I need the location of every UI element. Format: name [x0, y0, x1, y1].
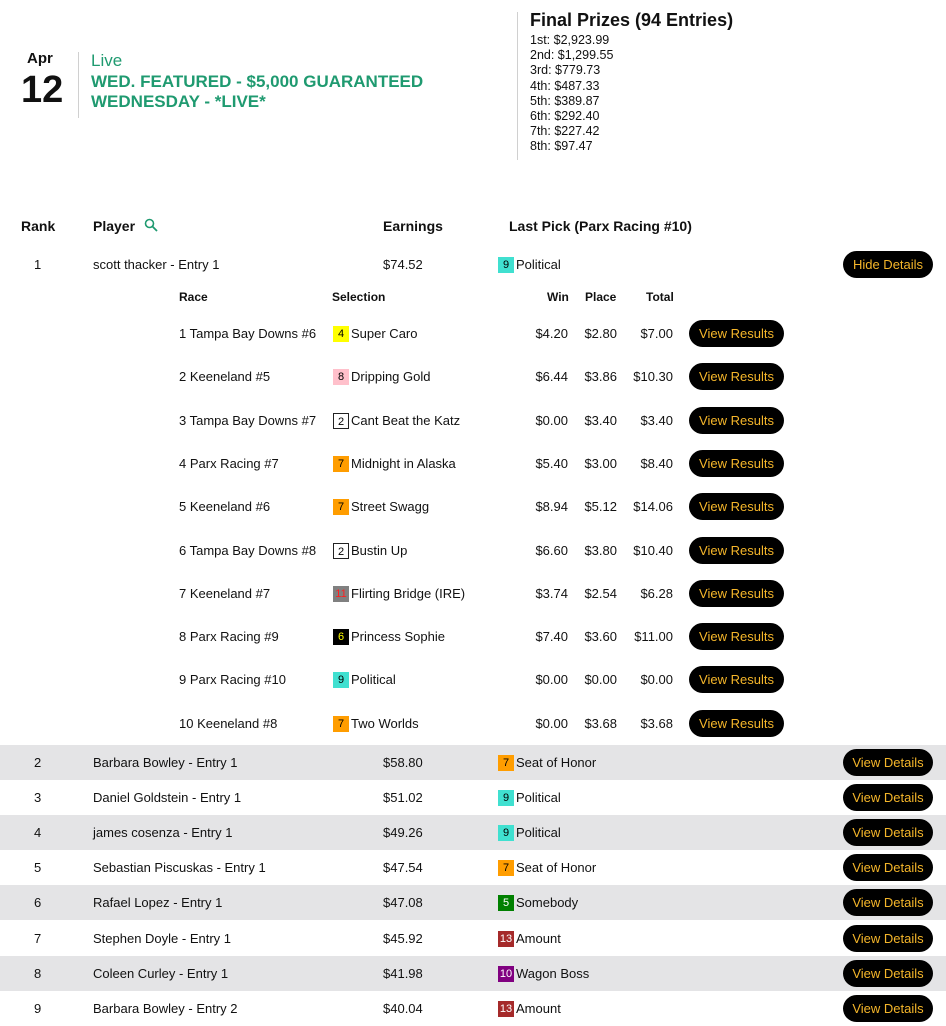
rank-cell: 7: [34, 931, 42, 946]
race-name: 7 Keeneland #7: [179, 586, 271, 601]
last-pick-cell: [498, 247, 561, 282]
total-value: $6.28: [640, 586, 673, 601]
last-pick-cell: [498, 850, 596, 885]
rank-cell: 2: [34, 755, 42, 770]
race-name: 10 Keeneland #8: [179, 716, 278, 731]
post-number-badge: 2: [333, 413, 349, 429]
details-header-selection: Selection: [332, 290, 386, 304]
details-row: [0, 615, 946, 658]
details-row: [0, 312, 946, 355]
horse-name: Wagon Boss: [516, 966, 590, 981]
place-value: $5.12: [584, 499, 617, 514]
race-name: 1 Tampa Bay Downs #6: [179, 326, 317, 341]
table-row: [0, 921, 946, 956]
view-details-button[interactable]: View Details: [843, 784, 933, 811]
earnings-cell: $58.80: [383, 755, 423, 770]
race-name: 9 Parx Racing #10: [179, 672, 286, 687]
place-value: $3.40: [584, 413, 617, 428]
total-value: $10.30: [633, 369, 673, 384]
earnings-cell: $40.04: [383, 1001, 423, 1016]
earnings-cell: $45.92: [383, 931, 423, 946]
horse-name: Cant Beat the Katz: [351, 413, 461, 428]
win-value: $6.60: [535, 543, 568, 558]
win-value: $7.40: [535, 629, 568, 644]
horse-name: Political: [351, 672, 396, 687]
column-header-last-pick: Last Pick (Parx Racing #10): [509, 218, 692, 234]
horse-name: Political: [516, 825, 561, 840]
player-name[interactable]: james cosenza - Entry 1: [93, 825, 233, 840]
details-header-race: Race: [179, 290, 208, 304]
column-header-earnings: Earnings: [383, 218, 443, 234]
prize-item: 6th: $292.40: [530, 109, 600, 124]
table-row: [0, 247, 946, 282]
post-number-badge: 4: [333, 326, 349, 342]
view-results-button[interactable]: View Results: [689, 450, 784, 477]
view-results-button[interactable]: View Results: [689, 537, 784, 564]
place-value: $0.00: [584, 672, 617, 687]
prize-item: 1st: $2,923.99: [530, 33, 610, 47]
last-pick-cell: [498, 956, 589, 991]
details-header-win: Win: [547, 290, 569, 304]
view-results-button[interactable]: View Results: [689, 666, 784, 693]
horse-name: Street Swagg: [351, 499, 430, 514]
total-value: $10.40: [633, 543, 673, 558]
post-number-badge: 9: [333, 672, 349, 688]
details-row: [0, 658, 946, 701]
earnings-cell: $49.26: [383, 825, 423, 840]
view-details-button[interactable]: View Details: [843, 819, 933, 846]
table-row: [0, 991, 946, 1026]
table-row: [0, 745, 946, 780]
view-results-button[interactable]: View Results: [689, 493, 784, 520]
rank-cell: 8: [34, 966, 42, 981]
horse-name: Seat of Honor: [516, 755, 597, 770]
prize-item: 3rd: $779.73: [530, 63, 601, 78]
horse-name: Super Caro: [351, 326, 418, 341]
place-value: $3.80: [584, 543, 617, 558]
divider: [517, 12, 518, 160]
prizes-list: [530, 33, 613, 155]
rank-cell: 4: [34, 825, 42, 840]
last-pick-cell: [498, 991, 561, 1026]
date-month: Apr: [27, 50, 53, 67]
prize-item: 2nd: $1,299.55: [530, 48, 614, 63]
earnings-cell: $41.98: [383, 966, 423, 981]
place-value: $2.54: [584, 586, 617, 601]
horse-name: Midnight in Alaska: [351, 456, 456, 471]
total-value: $8.40: [640, 456, 673, 471]
place-value: $3.60: [584, 629, 617, 644]
prize-item: 8th: $97.47: [530, 139, 593, 154]
table-row: [0, 956, 946, 991]
race-name: 8 Parx Racing #9: [179, 629, 279, 644]
view-results-button[interactable]: View Results: [689, 580, 784, 607]
post-number-badge: 10: [499, 967, 513, 980]
horse-name: Somebody: [516, 895, 579, 910]
event-title: WED. FEATURED - $5,000 GUARANTEED WEDNESDAY - *LIVE*: [91, 72, 424, 111]
prize-item: 7th: $227.42: [530, 124, 600, 139]
horse-name: Amount: [516, 1001, 561, 1016]
view-details-button[interactable]: View Details: [843, 749, 933, 776]
selection-cell: [333, 702, 419, 745]
post-number-badge: 9: [498, 257, 514, 273]
race-name: 6 Tampa Bay Downs #8: [179, 543, 317, 558]
horse-name: Dripping Gold: [351, 369, 431, 384]
search-icon[interactable]: [144, 218, 158, 232]
player-name[interactable]: Coleen Curley - Entry 1: [93, 966, 229, 981]
view-results-button[interactable]: View Results: [689, 320, 784, 347]
view-details-button[interactable]: View Details: [843, 925, 933, 952]
details-header-place: Place: [585, 290, 617, 304]
details-row: [0, 355, 946, 398]
table-row: [0, 850, 946, 885]
total-value: $14.06: [633, 499, 673, 514]
selection-cell: [333, 572, 465, 615]
prize-item: 5th: $389.87: [530, 93, 600, 108]
prize-item: 4th: $487.33: [530, 78, 600, 93]
win-value: $0.00: [535, 672, 568, 687]
post-number-badge: 9: [498, 790, 514, 806]
last-pick-cell: [498, 780, 561, 815]
horse-name: Amount: [516, 931, 561, 946]
player-name[interactable]: Barbara Bowley - Entry 2: [93, 1001, 238, 1016]
details-row: [0, 399, 946, 442]
view-results-button[interactable]: View Results: [689, 710, 784, 737]
horse-name: Two Worlds: [351, 716, 419, 731]
post-number-badge: 6: [333, 629, 349, 645]
race-name: 2 Keeneland #5: [179, 369, 271, 384]
win-value: $5.40: [535, 456, 568, 471]
selection-cell: [333, 615, 445, 658]
table-row: [0, 815, 946, 850]
race-name: 3 Tampa Bay Downs #7: [179, 413, 317, 428]
win-value: $0.00: [535, 716, 568, 731]
rank-cell: 6: [34, 895, 42, 910]
post-number-badge: 7: [333, 456, 349, 472]
last-pick-cell: [498, 745, 596, 780]
column-header-rank: Rank: [21, 218, 56, 234]
horse-name: Bustin Up: [351, 543, 408, 558]
post-number-badge: 9: [498, 825, 514, 841]
place-value: $2.80: [584, 326, 617, 341]
divider: [78, 52, 79, 118]
horse-name: Political: [516, 790, 561, 805]
view-details-button[interactable]: View Details: [843, 854, 933, 881]
post-number-badge: 8: [333, 369, 349, 385]
place-value: $3.00: [584, 456, 617, 471]
details-row: [0, 442, 946, 485]
selection-cell: [333, 442, 456, 485]
rank-cell: 1: [34, 257, 42, 272]
selection-cell: [333, 355, 431, 398]
selection-cell: [333, 529, 407, 572]
post-number-badge: 7: [333, 716, 349, 732]
player-name[interactable]: Rafael Lopez - Entry 1: [93, 895, 223, 910]
view-results-button[interactable]: View Results: [689, 363, 784, 390]
total-value: $11.00: [634, 629, 673, 644]
place-value: $3.68: [584, 716, 617, 731]
last-pick-cell: [498, 815, 561, 850]
earnings-cell: $47.08: [383, 895, 423, 910]
earnings-cell: $51.02: [383, 790, 423, 805]
total-value: $7.00: [640, 326, 673, 341]
post-number-badge: 13: [499, 932, 513, 945]
post-number-badge: 7: [498, 755, 514, 771]
prizes-title: Final Prizes (94 Entries): [530, 10, 734, 30]
date-day: 12: [21, 69, 64, 111]
win-value: $0.00: [535, 413, 568, 428]
selection-cell: [333, 399, 460, 442]
win-value: $4.20: [535, 326, 568, 341]
total-value: $0.00: [640, 672, 673, 687]
race-name: 5 Keeneland #6: [179, 499, 271, 514]
details-row: [0, 702, 946, 745]
total-value: $3.68: [640, 716, 673, 731]
selection-cell: [333, 485, 429, 528]
column-header-player: Player: [93, 218, 136, 234]
post-number-badge: 5: [498, 895, 514, 911]
post-number-badge: 11: [333, 586, 349, 602]
view-results-button[interactable]: View Results: [689, 623, 784, 650]
win-value: $3.74: [535, 586, 568, 601]
table-row: [0, 885, 946, 920]
rank-cell: 5: [34, 860, 42, 875]
player-name[interactable]: Stephen Doyle - Entry 1: [93, 931, 232, 946]
rank-cell: 9: [34, 1001, 42, 1016]
view-results-button[interactable]: View Results: [689, 407, 784, 434]
post-number-badge: 7: [498, 860, 514, 876]
view-details-button[interactable]: View Details: [843, 889, 933, 916]
player-name[interactable]: Sebastian Piscuskas - Entry 1: [93, 860, 266, 875]
post-number-badge: 7: [333, 499, 349, 515]
post-number-badge: 2: [333, 543, 349, 559]
details-row: [0, 529, 946, 572]
hide-details-button[interactable]: Hide Details: [843, 251, 933, 278]
earnings-cell: $47.54: [383, 860, 423, 875]
view-details-button[interactable]: View Details: [843, 960, 933, 987]
earnings-cell: $74.52: [383, 257, 423, 272]
selection-cell: [333, 658, 396, 701]
details-row: [0, 572, 946, 615]
status-label: Live: [91, 51, 123, 70]
rank-cell: 3: [34, 790, 42, 805]
view-details-button[interactable]: View Details: [843, 995, 933, 1022]
total-value: $3.40: [640, 413, 673, 428]
post-number-badge: 13: [499, 1002, 513, 1015]
horse-name: Seat of Honor: [516, 860, 597, 875]
last-pick-cell: [498, 921, 561, 956]
place-value: $3.86: [584, 369, 617, 384]
win-value: $6.44: [535, 369, 568, 384]
selection-cell: [333, 312, 417, 355]
horse-name: Princess Sophie: [351, 629, 445, 644]
table-row: [0, 780, 946, 815]
player-name[interactable]: scott thacker - Entry 1: [93, 257, 220, 272]
horse-name: Flirting Bridge (IRE): [351, 586, 466, 601]
horse-name: Political: [516, 257, 561, 272]
details-row: [0, 485, 946, 528]
details-header-total: Total: [646, 290, 674, 304]
last-pick-cell: [498, 885, 578, 920]
win-value: $8.94: [535, 499, 568, 514]
player-name[interactable]: Barbara Bowley - Entry 1: [93, 755, 238, 770]
player-name[interactable]: Daniel Goldstein - Entry 1: [93, 790, 242, 805]
race-name: 4 Parx Racing #7: [179, 456, 279, 471]
